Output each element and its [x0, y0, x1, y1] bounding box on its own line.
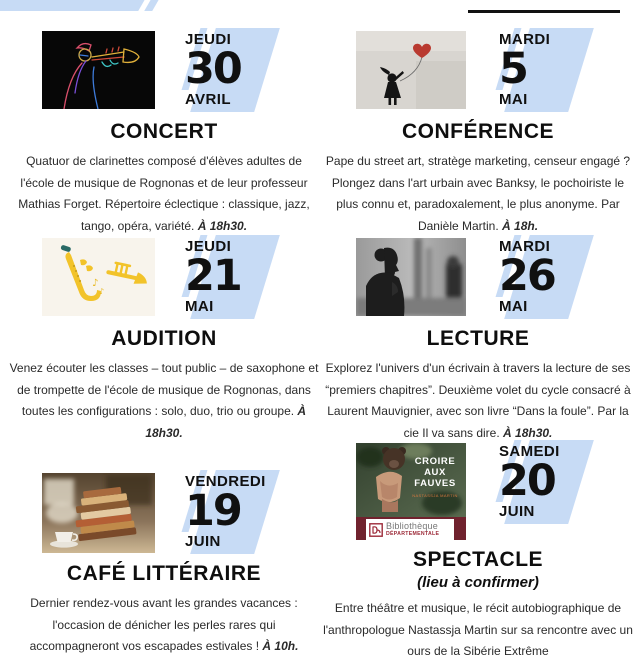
event-card-concert — [8, 28, 320, 237]
top-right-divider-line — [468, 10, 620, 13]
event-time: À 18h30. — [503, 425, 553, 440]
logo-text-line1: Bibliothèque — [386, 520, 438, 531]
event-title: CAFÉ LITTÉRAIRE — [66, 562, 262, 585]
event-date-badge — [185, 28, 345, 112]
books-and-coffee-photo — [42, 473, 155, 553]
event-description — [322, 598, 634, 663]
event-card-lecture — [322, 235, 634, 444]
event-header — [42, 470, 320, 554]
description-text: Venez écouter les classes – tout public – de saxophone et de trompette de l'école de musique de Rognonas, dans toutes les configurations : solo, duo, trio ou groupe. — [9, 361, 319, 418]
event-date-number: 19 — [185, 486, 241, 536]
woman-profile-street-photo — [356, 238, 466, 316]
croire-aux-fauves-book-cover — [356, 443, 466, 540]
event-month: MAI — [499, 298, 528, 315]
event-date-number: 26 — [499, 251, 555, 301]
event-description — [8, 358, 320, 444]
event-day: JEUDI — [185, 238, 232, 255]
event-subtitle: (lieu à confirmer) — [417, 574, 539, 591]
event-description — [322, 358, 634, 444]
book-cover-author: NASTASSJA MARTIN — [412, 493, 458, 498]
event-month: MAI — [499, 91, 528, 108]
event-header — [42, 28, 320, 112]
event-time: À 10h. — [262, 639, 299, 653]
event-day: SAMEDI — [499, 443, 560, 460]
event-date-badge — [499, 440, 640, 524]
event-date-badge — [499, 28, 640, 112]
event-time: À 18h. — [502, 218, 539, 233]
event-card-conference — [322, 28, 634, 237]
event-title: AUDITION — [111, 327, 217, 350]
event-time: À 18h30. — [145, 404, 307, 440]
event-card-audition — [8, 235, 320, 444]
event-header — [42, 235, 320, 319]
book-cover-title — [408, 456, 462, 489]
event-description — [8, 593, 320, 658]
event-header — [356, 440, 634, 540]
event-date-number: 30 — [185, 44, 241, 94]
event-day: MARDI — [499, 31, 551, 48]
svg-text:♪: ♪ — [92, 278, 99, 289]
book-title-line: AUX — [424, 467, 446, 478]
bd-logo-icon — [369, 523, 383, 537]
svg-text:♪: ♪ — [99, 287, 105, 296]
event-month: MAI — [185, 298, 214, 315]
event-date-number: 20 — [499, 456, 555, 506]
top-left-accent-shape — [0, 0, 150, 11]
event-day: VENDREDI — [185, 473, 266, 490]
description-text: Explorez l'univers d'un écrivain à travers la lecture de ses “premiers chapitres”. Deuxième volet du cycle consacré à Laurent Mauvignier, avec son livre “Dans la foule”. Par la cie Il va sans dire. — [325, 361, 631, 440]
event-title: LECTURE — [426, 327, 530, 350]
event-month: JUIN — [499, 503, 535, 520]
event-header — [356, 28, 634, 112]
neon-trumpet-player-image — [42, 31, 155, 109]
event-month: AVRIL — [185, 91, 231, 108]
event-description — [322, 151, 634, 237]
event-date-badge — [185, 235, 345, 319]
book-title-line: CROIRE — [414, 456, 456, 467]
book-title-line: FAUVES — [414, 478, 456, 489]
bibliotheque-departementale-logo — [366, 519, 454, 540]
event-day: MARDI — [499, 238, 551, 255]
event-description — [8, 151, 320, 237]
event-title: CONFÉRENCE — [401, 120, 554, 143]
event-card-spectacle — [322, 440, 634, 663]
event-header — [356, 235, 634, 319]
description-text: Dernier rendez-vous avant les grandes vacances : l'occasion de dénicher les perles rares qui accompagneront vos escapades estivales ! — [29, 596, 298, 653]
description-text: Quatuor de clarinettes composé d'élèves adultes de l'école de musique de Rognonas et de leur professeur Mathias Forget. Répertoire éclectique : classique, jazz, tango, opéra, variété. — [18, 154, 310, 233]
event-card-cafe-litteraire — [8, 470, 320, 658]
event-month: JUIN — [185, 533, 221, 550]
event-date-number: 5 — [499, 44, 527, 94]
event-title: SPECTACLE — [412, 548, 544, 571]
description-text: Pape du street art, stratège marketing, censeur engagé ? Plongez dans l'art urbain avec Banksy, le pochoiriste le plus connu et, paradoxalement, le plus anonyme. Par Danièle Martin. — [325, 154, 631, 233]
banksy-girl-with-balloon-image — [356, 31, 466, 109]
event-time: À 18h30. — [197, 218, 248, 233]
event-date-number: 21 — [185, 251, 241, 301]
description-text: Entre théâtre et musique, le récit autobiographique de l'anthropologue Nastassja Martin sur sa rencontre avec un ours de la Sibérie Extrême — [323, 601, 633, 658]
yellow-saxophone-trumpet-image — [42, 238, 155, 316]
event-date-badge — [185, 470, 345, 554]
top-left-accent-sliver — [144, 0, 164, 11]
event-title: CONCERT — [110, 120, 218, 143]
logo-text-line2: DÉPARTEMENTALE — [386, 530, 440, 537]
event-day: JEUDI — [185, 31, 232, 48]
event-date-badge — [499, 235, 640, 319]
